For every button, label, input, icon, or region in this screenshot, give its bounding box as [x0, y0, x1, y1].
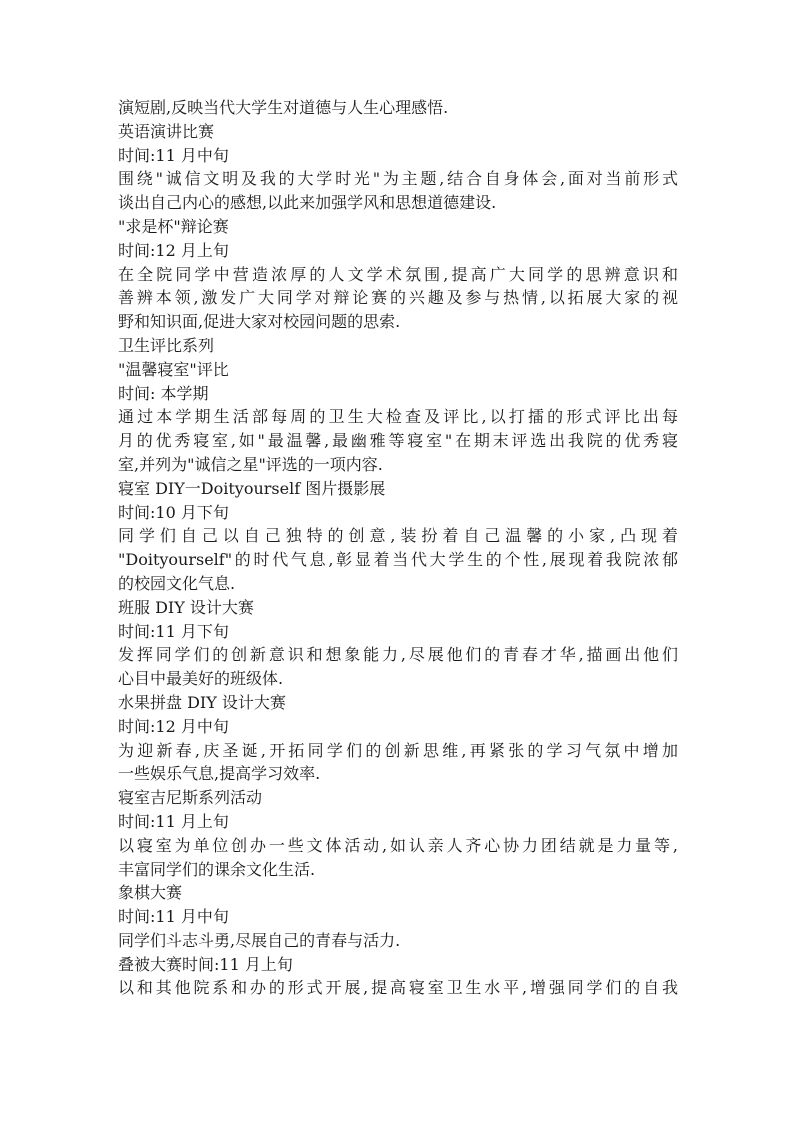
text-line: 时间:10 月下旬	[118, 502, 229, 522]
text-line: 时间: 本学期	[118, 383, 209, 403]
text-line: "温馨寝室"评比	[118, 359, 229, 379]
text-line: 善辨本领,激发广大同学对辩论赛的兴趣及参与热情,以拓展大家的视	[118, 288, 678, 308]
text-line: 寝室吉尼斯系列活动	[118, 788, 263, 808]
text-line: 通过本学期生活部每周的卫生大检查及评比,以打擂的形式评比出每	[118, 407, 678, 427]
text-line: 时间:11 月中旬	[118, 145, 229, 165]
document-page	[118, 96, 678, 1000]
text-line: 时间:11 月上旬	[118, 811, 229, 831]
text-line: 一些娱乐气息,提高学习效率.	[118, 764, 321, 784]
text-line: 时间:11 月中旬	[118, 907, 229, 927]
text-line: 同学们斗志斗勇,尽展自己的青春与活力.	[118, 930, 401, 950]
text-line: 谈出自己内心的感想,以此来加强学风和思想道德建设.	[118, 193, 497, 213]
text-line: 心目中最美好的班级体.	[118, 669, 284, 689]
text-line: 丰富同学们的课余文化生活.	[118, 859, 316, 879]
text-line: 时间:12 月中旬	[118, 716, 229, 736]
text-line: 叠被大赛时间:11 月上旬	[118, 954, 293, 974]
text-line: 发挥同学们的创新意识和想象能力,尽展他们的青春才华,描画出他们	[118, 645, 678, 665]
text-line: 卫生评比系列	[118, 335, 215, 355]
text-line: 水果拼盘 DIY 设计大赛	[118, 692, 286, 712]
text-line: 室,并列为"诚信之星"评选的一项内容.	[118, 454, 383, 474]
text-line: 的校园文化气息.	[118, 573, 236, 593]
text-line: 演短剧,反映当代大学生对道德与人生心理感悟.	[118, 98, 449, 117]
text-line: 同学们自己以自己独特的创意,装扮着自己温馨的小家,凸现着	[118, 526, 678, 546]
text-line: 时间:12 月上旬	[118, 240, 229, 260]
text-line: 月的优秀寝室,如"最温馨,最幽雅等寝室"在期末评选出我院的优秀寝	[118, 431, 678, 451]
text-line: 以和其他院系和办的形式开展,提高寝室卫生水平,增强同学们的自我	[118, 978, 678, 998]
text-line: 象棋大赛	[118, 883, 183, 903]
text-line: 以寝室为单位创办一些文体活动,如认亲人齐心协力团结就是力量等,	[118, 835, 678, 855]
text-line: 英语演讲比赛	[118, 121, 215, 141]
text-line: 时间:11 月下旬	[118, 621, 229, 641]
text-line: 围绕"诚信文明及我的大学时光"为主题,结合自身体会,面对当前形式	[118, 169, 678, 189]
text-line: 寝室 DIY一Doityourself 图片摄影展	[118, 478, 386, 498]
text-line: 在全院同学中营造浓厚的人文学术氛围,提高广大同学的思辨意识和	[118, 264, 678, 284]
text-line: "Doityourself"的时代气息,彰显着当代大学生的个性,展现着我院浓郁	[118, 550, 678, 570]
text-line: 野和知识面,促进大家对校园问题的思索.	[118, 312, 401, 332]
text-line: 班服 DIY 设计大赛	[118, 597, 254, 617]
text-line: 为迎新春,庆圣诞,开拓同学们的创新思维,再紧张的学习气氛中增加	[118, 740, 678, 760]
text-line: "求是杯"辩论赛	[118, 216, 229, 236]
